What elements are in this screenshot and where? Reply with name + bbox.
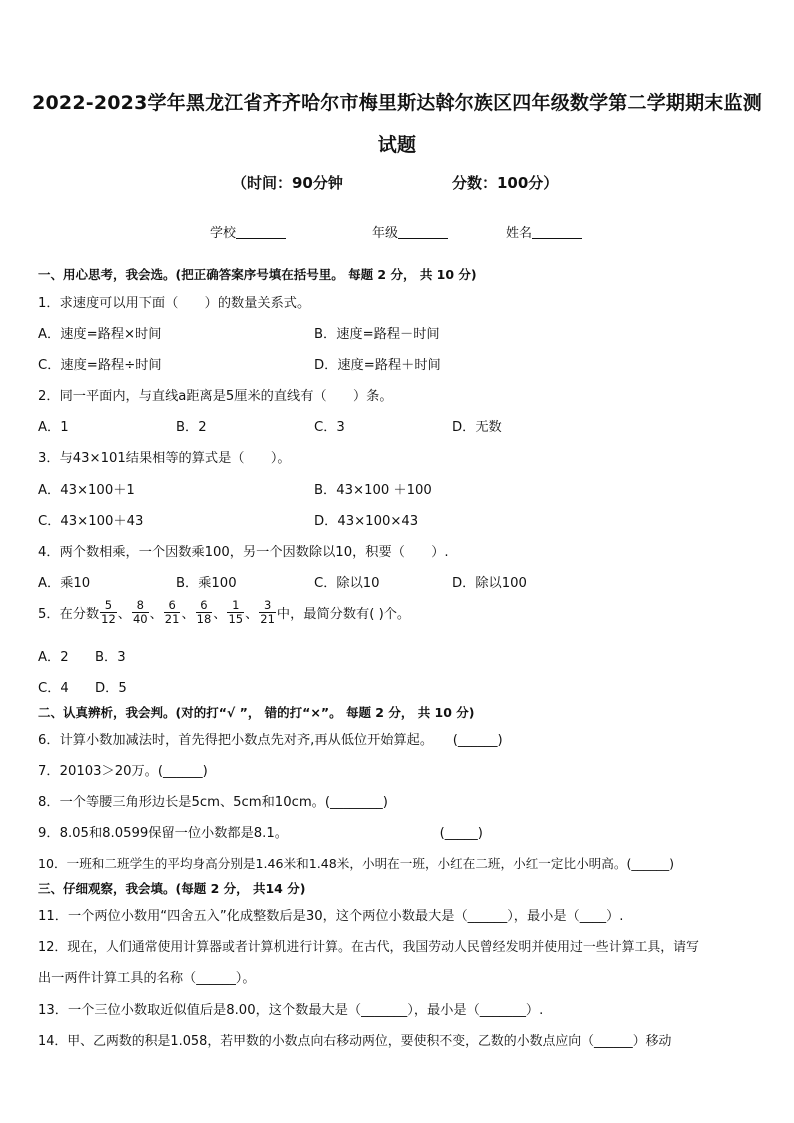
q4-option-b: B．乘100: [176, 576, 237, 591]
q1-option-a: A．速度=路程×时间: [38, 327, 162, 342]
q11: 11．一个两位小数用“四舍五入”化成整数后是30，这个两位小数最大是（______），最小是（____）.: [38, 909, 624, 924]
grade-blank: [398, 226, 448, 239]
q9: 9．8.05和8.0599保留一位小数都是8.1。 (_____): [38, 826, 483, 841]
name-label: 姓名: [506, 226, 533, 241]
denominator: 40: [132, 612, 148, 626]
q1-option-b: B．速度=路程－时间: [314, 327, 440, 342]
name-field: [506, 222, 582, 241]
q1-stem: 1．求速度可以用下面（ ）的数量关系式。: [38, 296, 311, 311]
q1-option-d: D．速度=路程＋时间: [314, 358, 441, 373]
q3-option-b: B．43×100 ＋100: [314, 483, 432, 498]
q5-separator: 、: [181, 607, 195, 622]
q4-option-d: D．除以100: [452, 576, 527, 591]
grade-field: [372, 222, 448, 241]
denominator: 21: [164, 612, 180, 626]
q3-option-a: A．43×100＋1: [38, 483, 135, 498]
q5-option-d: D．5: [95, 681, 127, 696]
denominator: 12: [101, 612, 116, 626]
q5-fraction-3: [164, 599, 181, 626]
q2-stem: 2．同一平面内，与直线a距离是5厘米的直线有（ ）条。: [38, 389, 393, 404]
q5-option-c: C．4: [38, 681, 69, 696]
q5-separator: 、: [245, 607, 259, 622]
q14: 14．甲、乙两数的积是1.058，若甲数的小数点向右移动两位，要使积不变，乙数的小数点应向（______）移动: [38, 1034, 672, 1049]
q5-prefix: 5．在分数: [38, 607, 100, 622]
q5-fraction-2: [132, 599, 149, 626]
q5-separator: 、: [213, 607, 227, 622]
q2-option-b: B．2: [176, 420, 207, 435]
numerator: 6: [196, 599, 213, 613]
q3-option-c: C．43×100＋43: [38, 514, 144, 529]
numerator: 1: [227, 599, 244, 613]
grade-label: 年级: [372, 226, 399, 241]
q8: 8．一个等腰三角形边长是5cm、5cm和10cm。(________): [38, 795, 388, 810]
q13: 13．一个三位小数取近似值后是8.00，这个数最大是（_______），最小是（_______）.: [38, 1003, 544, 1018]
q12-line2: 出一两件计算工具的名称（______）。: [38, 971, 256, 986]
q5-fraction-4: [196, 599, 213, 626]
q5-separator: 、: [117, 607, 131, 622]
denominator: 15: [228, 612, 244, 626]
q3-option-d: D．43×100×43: [314, 514, 419, 529]
q5-suffix: 中，最简分数有( )个。: [276, 607, 411, 622]
school-field: [210, 222, 286, 241]
q5-option-b: B．3: [95, 650, 126, 665]
numerator: 6: [164, 599, 181, 613]
q4-option-c: C．除以10: [314, 576, 380, 591]
q4-option-a: A．乘10: [38, 576, 91, 591]
denominator: 21: [260, 612, 275, 626]
q1-option-c: C．速度=路程÷时间: [38, 358, 162, 373]
q10: 10．一班和二班学生的平均身高分别是1.46米和1.48米，小明在一班，小红在二班，小红一定比小明高。(______): [38, 856, 675, 871]
numerator: 3: [259, 599, 276, 613]
q6: 6．计算小数加减法时，首先得把小数点先对齐,再从低位开始算起。 (______): [38, 733, 503, 748]
q12-line1: 12．现在，人们通常使用计算器或者计算机进行计算。在古代，我国劳动人民曾经发明并使用过一些计算工具，请写: [38, 940, 699, 955]
q4-stem: 4．两个数相乘，一个因数乘100，另一个因数除以10，积要（ ）.: [38, 545, 449, 560]
section-2-heading: 二、认真辨析，我会判。(对的打“√ ”， 错的打“×”。 每题 2 分， 共 10 分): [38, 705, 475, 720]
q5-stem: [38, 599, 410, 626]
exam-time: （时间：90分钟: [232, 174, 343, 192]
section-1-heading: 一、用心思考，我会选。(把正确答案序号填在括号里。 每题 2 分， 共 10 分): [38, 267, 477, 282]
q5-fraction-6: [259, 599, 276, 626]
q2-option-a: A．1: [38, 420, 69, 435]
exam-title-line1: 2022-2023学年黑龙江省齐齐哈尔市梅里斯达斡尔族区四年级数学第二学期期末监测: [32, 92, 762, 114]
name-blank: [532, 226, 582, 239]
q5-fraction-5: [227, 599, 244, 626]
q7: 7．20103＞20万。(______): [38, 764, 208, 779]
section-3-heading: 三、仔细观察，我会填。(每题 2 分， 共14 分): [38, 881, 306, 896]
school-blank: [236, 226, 286, 239]
q2-option-d: D．无数: [452, 420, 502, 435]
numerator: 5: [100, 599, 117, 613]
school-label: 学校: [210, 226, 237, 241]
exam-score: 分数：100分）: [452, 174, 559, 192]
numerator: 8: [132, 599, 149, 613]
q5-option-a: A．2: [38, 650, 69, 665]
q5-fraction-1: [100, 599, 117, 626]
q2-option-c: C．3: [314, 420, 345, 435]
q3-stem: 3．与43×101结果相等的算式是（ ）。: [38, 451, 291, 466]
q5-separator: 、: [149, 607, 163, 622]
denominator: 18: [196, 612, 212, 626]
exam-title-line2: 试题: [377, 134, 417, 156]
